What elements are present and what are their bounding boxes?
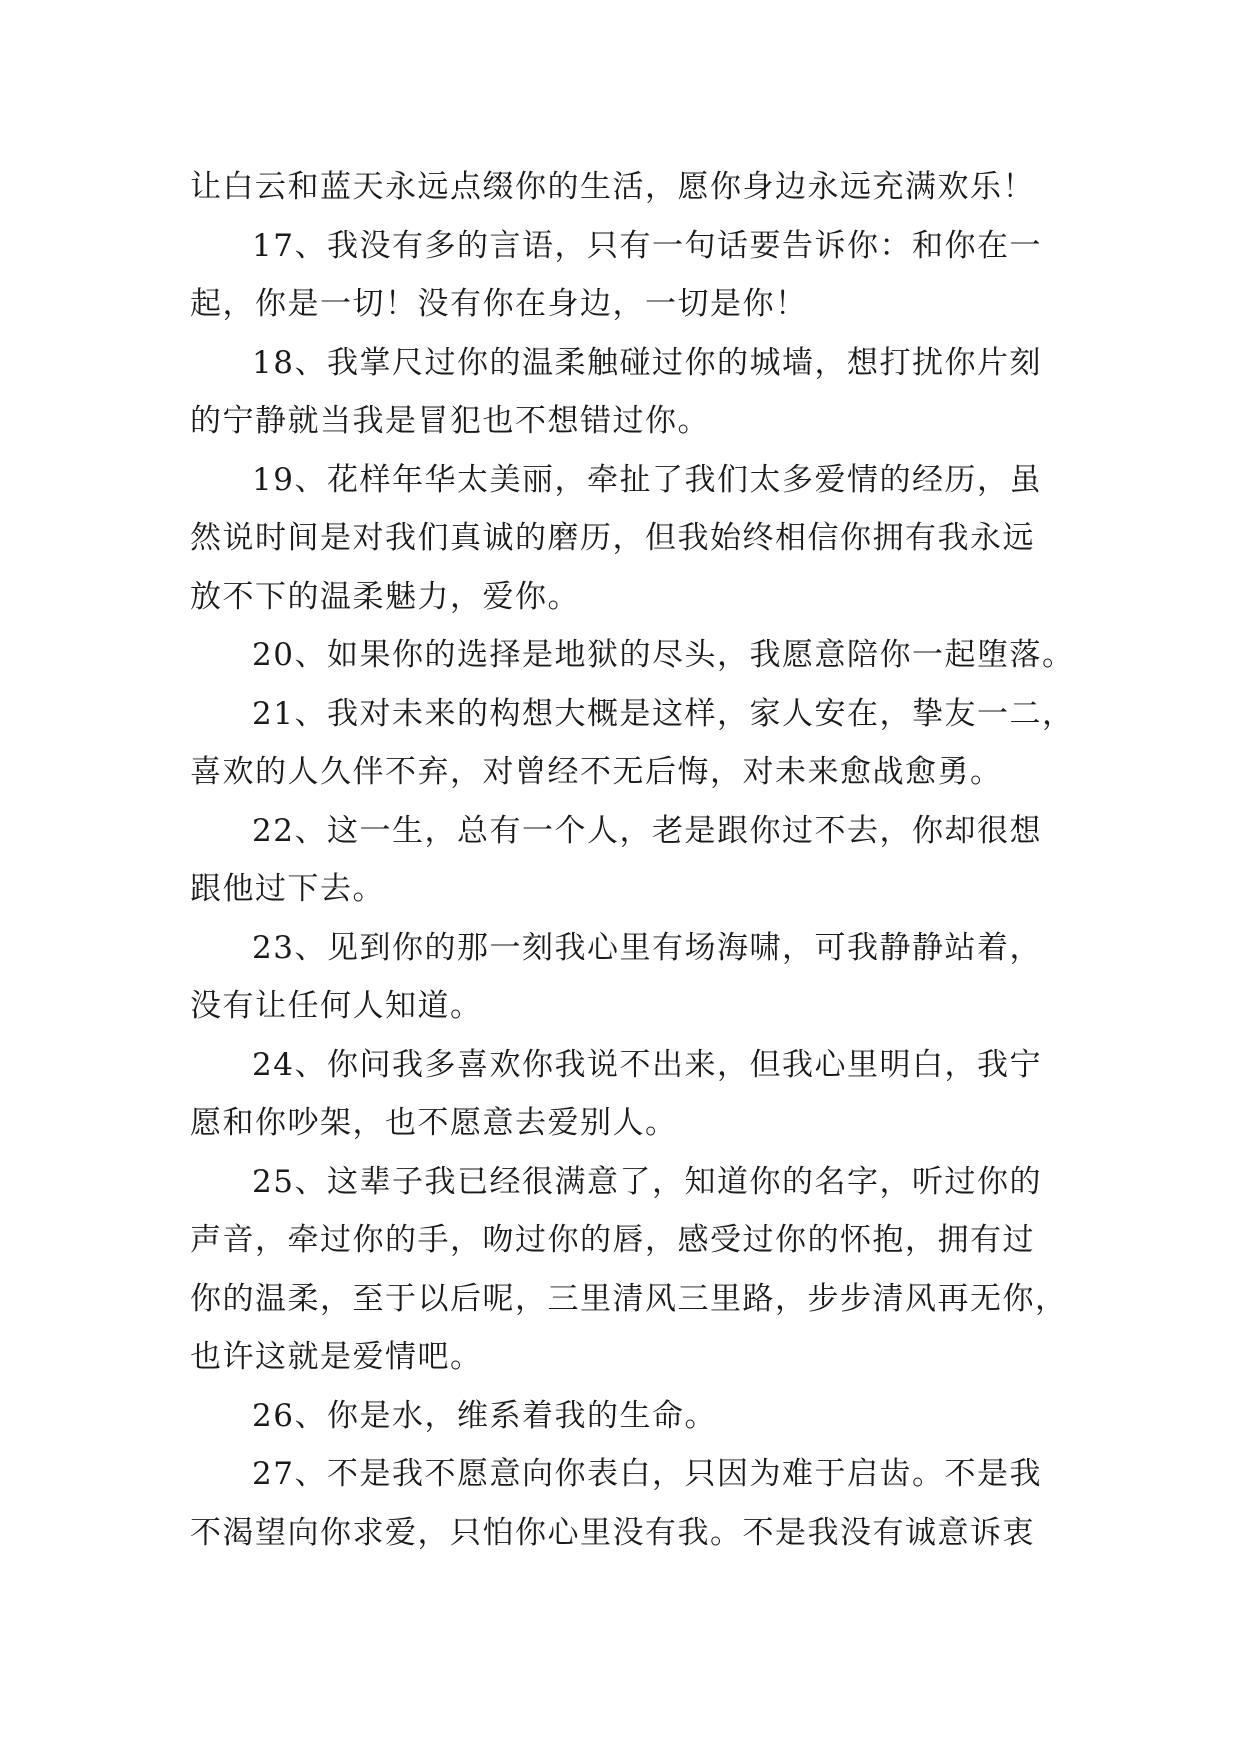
body-text xyxy=(190,158,1075,1562)
text-line: 愿和你吵架，也不愿意去爱别人。 xyxy=(190,1105,678,1141)
text-line: 然说时间是对我们真诚的磨历，但我始终相信你拥有我永远 xyxy=(190,520,1035,556)
text-line: 23、见到你的那一刻我心里有场海啸，可我静静站着， xyxy=(252,929,1042,966)
text-line: 22、这一生，总有一个人，老是跟你过不去，你却很想 xyxy=(252,812,1042,849)
text-line: 也许这就是爱情吧。 xyxy=(190,1339,483,1375)
text-line: 起，你是一切！没有你在身边，一切是你！ xyxy=(190,286,808,322)
text-line: 20、如果你的选择是地狱的尽头，我愿意陪你一起堕落。 xyxy=(252,637,1075,673)
text-line: 18、我掌尺过你的温柔触碰过你的城墙，想打扰你片刻 xyxy=(252,344,1042,381)
text-line: 不渴望向你求爱，只怕你心里没有我。不是我没有诚意诉衷 xyxy=(190,1514,1035,1551)
text-line: 24、你问我多喜欢你我说不出来，但我心里明白，我宁 xyxy=(252,1046,1042,1083)
text-line: 你的温柔，至于以后呢，三里清风三里路，步步清风再无你， xyxy=(190,1280,1068,1317)
text-line: 21、我对未来的构想大概是这样，家人安在，挚友一二， xyxy=(252,695,1075,732)
text-line: 27、不是我不愿意向你表白，只因为难于启齿。不是我 xyxy=(252,1456,1042,1492)
text-line: 的宁静就当我是冒犯也不想错过你。 xyxy=(190,403,710,439)
text-line: 声音，牵过你的手，吻过你的唇，感受过你的怀抱，拥有过 xyxy=(190,1222,1035,1258)
text-line: 喜欢的人久伴不弃，对曾经不无后悔，对未来愈战愈勇。 xyxy=(190,754,1003,790)
text-line: 25、这辈子我已经很满意了，知道你的名字，听过你的 xyxy=(252,1163,1042,1200)
text-line: 没有让任何人知道。 xyxy=(190,988,483,1024)
text-line: 26、你是水，维系着我的生命。 xyxy=(252,1397,717,1434)
text-line: 19、花样年华太美丽，牵扯了我们太多爱情的经历，虽 xyxy=(252,461,1042,498)
text-line: 让白云和蓝天永远点缀你的生活，愿你身边永远充满欢乐！ xyxy=(190,169,1035,205)
text-line: 跟他过下去。 xyxy=(190,871,385,907)
text-line: 17、我没有多的言语，只有一句话要告诉你：和你在一 xyxy=(252,227,1042,264)
text-line: 放不下的温柔魅力，爱你。 xyxy=(190,578,580,615)
